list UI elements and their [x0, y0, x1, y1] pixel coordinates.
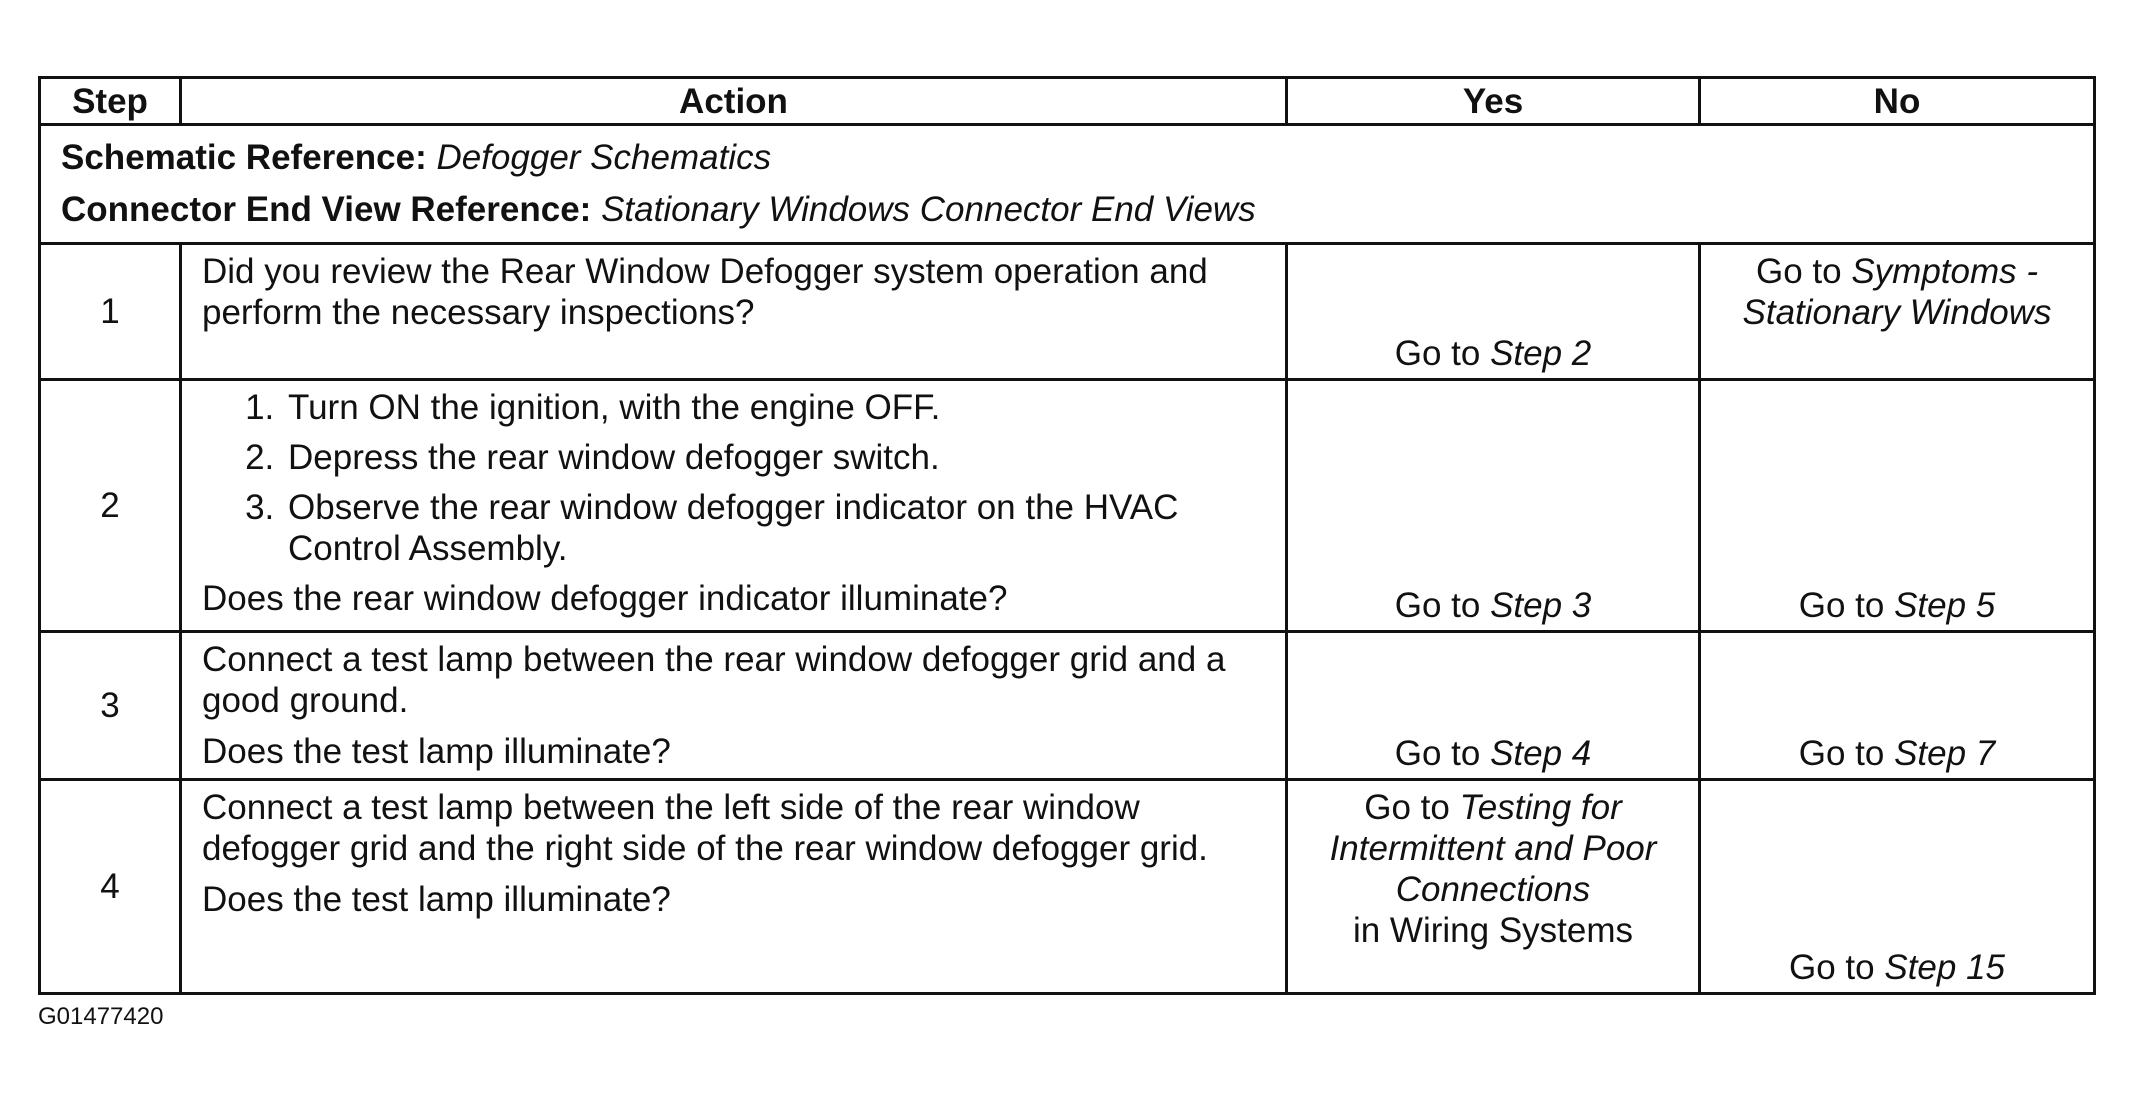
reference-cell [40, 125, 2095, 244]
action-text: Connect a test lamp between the left side of the rear window defogger grid and the right side of the rear window defogger grid. [202, 788, 1208, 868]
schematic-reference-label: Schematic Reference: [61, 138, 427, 177]
list-item: 2. Depress the rear window defogger switch. [284, 437, 1267, 478]
header-step: Step [40, 78, 181, 125]
table-row [40, 244, 2095, 380]
yes-cell [1287, 244, 1700, 380]
no-target: Step 5 [1894, 586, 1996, 625]
yes-prefix: Go to [1394, 334, 1481, 373]
table-row [40, 632, 2095, 780]
step-number: 4 [40, 780, 181, 994]
no-target: Step 7 [1894, 734, 1996, 773]
connector-reference-link: Stationary Windows Connector End Views [601, 190, 1256, 229]
no-target: Step 15 [1884, 948, 2005, 987]
yes-cell [1287, 780, 1700, 994]
action-list [202, 387, 1267, 569]
header-action: Action [181, 78, 1287, 125]
list-item: 3. Observe the rear window defogger indicator on the HVAC Control Assembly. [284, 487, 1267, 569]
no-target: Symptoms - Stationary Windows [1742, 252, 2052, 332]
step-number: 2 [40, 380, 181, 632]
schematic-reference-link: Defogger Schematics [436, 138, 772, 177]
header-yes: Yes [1287, 78, 1700, 125]
no-cell [1700, 780, 2095, 994]
action-text: Connect a test lamp between the rear window defogger grid and a good ground. [202, 640, 1226, 720]
list-item: 1. Turn ON the ignition, with the engine OFF. [284, 387, 1267, 428]
yes-prefix: Go to [1394, 734, 1481, 773]
no-prefix: Go to [1798, 586, 1885, 625]
action-cell [181, 244, 1287, 380]
table-row [40, 780, 2095, 994]
connector-reference-label: Connector End View Reference: [61, 190, 592, 229]
step-number: 1 [40, 244, 181, 380]
yes-target: Step 3 [1490, 586, 1592, 625]
yes-prefix: Go to [1364, 788, 1450, 827]
reference-row [40, 125, 2095, 244]
header-row [40, 78, 2095, 125]
step-number: 3 [40, 632, 181, 780]
action-question: Does the rear window defogger indicator illuminate? [202, 579, 1008, 618]
yes-cell [1287, 380, 1700, 632]
no-prefix: Go to [1755, 252, 1842, 291]
no-cell [1700, 244, 2095, 380]
no-prefix: Go to [1789, 948, 1875, 987]
yes-target: Step 4 [1490, 734, 1592, 773]
yes-suffix: in Wiring Systems [1352, 911, 1634, 950]
no-prefix: Go to [1798, 734, 1885, 773]
yes-target: Step 2 [1490, 334, 1592, 373]
action-cell [181, 380, 1287, 632]
table-row [40, 380, 2095, 632]
no-cell [1700, 380, 2095, 632]
connector-reference [61, 184, 2093, 236]
yes-cell [1287, 632, 1700, 780]
diagnostic-table [38, 76, 2096, 995]
action-cell [181, 632, 1287, 780]
header-no: No [1700, 78, 2095, 125]
yes-prefix: Go to [1394, 586, 1481, 625]
action-cell [181, 780, 1287, 994]
schematic-reference [61, 132, 2093, 184]
figure-id: G01477420 [38, 1003, 164, 1030]
action-question: Does the test lamp illuminate? [202, 732, 671, 771]
yes-target: Testing for Intermittent and Poor Connections [1329, 788, 1657, 909]
action-question: Does the test lamp illuminate? [202, 880, 671, 919]
action-text: Did you review the Rear Window Defogger system operation and perform the necessary inspections? [202, 252, 1208, 332]
no-cell [1700, 632, 2095, 780]
